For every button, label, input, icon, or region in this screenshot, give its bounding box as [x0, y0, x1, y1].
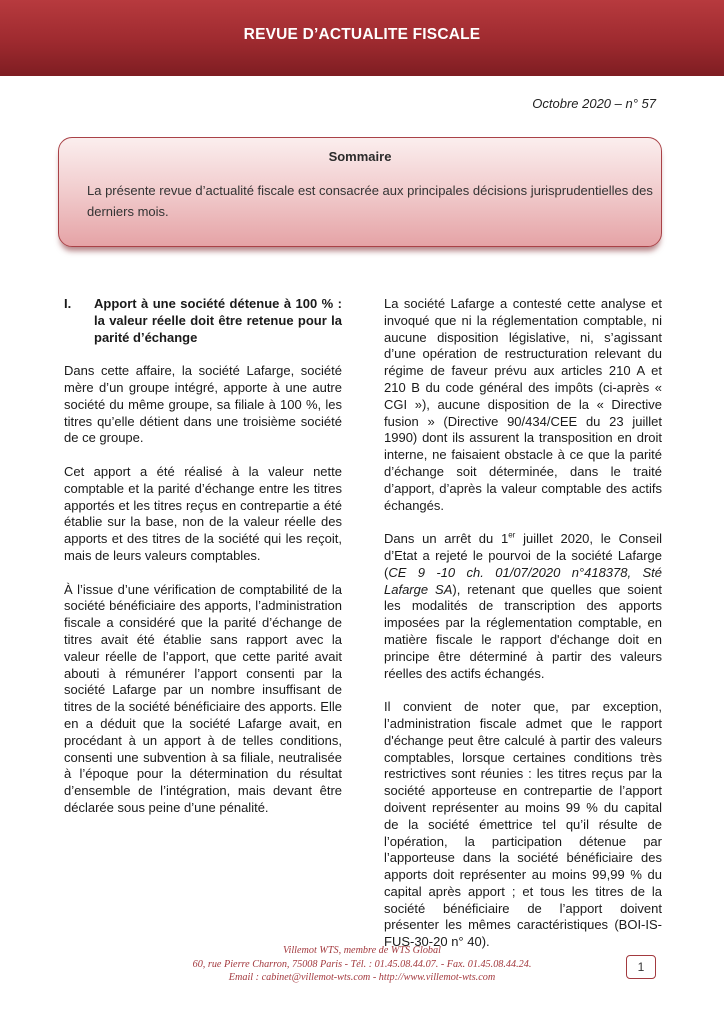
summary-box — [58, 137, 662, 247]
summary-text: La présente revue d’actualité fiscale est consacrée aux principales décisions jurisprudentielles des derniers mois. — [87, 183, 653, 219]
paragraph: À l’issue d’une vérification de comptabilité de la société bénéficiaire des apports, l’administration fiscale a considéré que la parité d’échange de titres avait été établie sans rapport avec la valeur réelle de l’apport, que cette parité avait abouti à rémunérer l’apport consenti par la société Lafarge par un nombre insuffisant de titres de la société bénéficiaire des apports. Elle en a déduit que la société Lafarge avait, en procédant à un apport à de telles conditions, consenti une subvention à sa filiale, neutralisée à l’époque pour la détermination du résultat d’ensemble de l’intégration, mais devant être déclarée sous peine d’une pénalité. — [64, 581, 342, 815]
document-title: REVUE D’ACTUALITE FISCALE — [243, 26, 481, 43]
footer-address: 60, rue Pierre Charron, 75008 Paris - Tél. : 01.45.08.44.07. - Fax. 01.45.08.44.24. — [192, 958, 532, 970]
right-column — [384, 296, 662, 968]
summary-title: Sommaire — [328, 149, 392, 164]
page-number: 1 — [626, 955, 656, 979]
ruling-text: Dans un arrêt du 1 — [384, 531, 509, 547]
paragraph: La société Lafarge a contesté cette analyse et invoqué que ni la réglementation comptable, ni aucune disposition législative, ni, s’agissant d’une opération de restructuration relevant du régime de faveur prévu aux articles 210 A et 210 B du code général des impôts (ci-après « CGI »), aucune disposition de la « Directive fusion » (Directive 90/434/CEE du 23 juillet 1990) dont ils assurent la transposition en droit interne, ne faisaient obstacle à ce que la parité d’échange soit déterminée, dans le traité d’apport, d’après la valeur comptable des actifs échangés. — [384, 296, 662, 513]
footer — [0, 944, 724, 985]
section-title: Apport à une société détenue à 100 % : la valeur réelle doit être retenue pour la parité d’échange — [94, 296, 342, 345]
paragraph: Dans cette affaire, la société Lafarge, société mère d’un groupe intégré, apporte à une autre société du même groupe, sa filiale à 100 %, les titres qu’elle détient dans une troisième société de ce groupe. — [64, 363, 342, 446]
footer-firm: Villemot WTS, membre de WTS Global — [283, 945, 441, 956]
issue-date: Octobre 2020 – n° 57 — [532, 96, 656, 111]
left-column — [64, 296, 342, 834]
ordinal-superscript: er — [508, 530, 516, 540]
ruling-text: ), retenant que quelles que soient les modalités de transcription des apports imposées par la réglementation comptable, en matière fiscale le rapport d'échange doit en principe être déterminé à partir des valeurs réelles des actifs échangés. — [384, 581, 663, 681]
paragraph-ruling — [384, 531, 662, 682]
footer-contact: Email : cabinet@villemot-wts.com - http://www.villemot-wts.com — [228, 972, 496, 983]
paragraph: Il convient de noter que, par exception, l’administration fiscale admet que le rapport d'échange peut être calculé à partir des valeurs comptables, lorsque certaines conditions très restrictives sont réunies : les titres reçus par la société apporteuse en contrepartie de l’apport doivent représenter au moins 99 % du capital de la société émettrice tel qu’il résulte de l’opération, la participation détenue par l’apporteuse dans la société bénéficiaire des apports doit représenter au moins 99,99 % du capital après apport ; et tous les titres de la société bénéficiaire de l’apport doivent présenter les mêmes caractéristiques (BOI-IS-FUS-30-20 n° 40). — [384, 699, 662, 950]
section-heading — [64, 296, 342, 346]
ruling-text: juillet 2020, le Conseil d’Etat a rejeté le pourvoi de la société Lafarge ( — [384, 531, 662, 580]
section-number: I. — [64, 296, 72, 311]
case-citation: CE 9 -10 ch. 01/07/2020 n°418378, Sté Lafarge SA — [384, 564, 662, 597]
paragraph: Cet apport a été réalisé à la valeur nette comptable et la parité d’échange entre les titres apportés et les titres reçus en contrepartie a été établie sur la base, non de la valeur réelle des apports et des titres de la société qui les reçoit, mais de leurs valeurs comptables. — [64, 463, 342, 563]
